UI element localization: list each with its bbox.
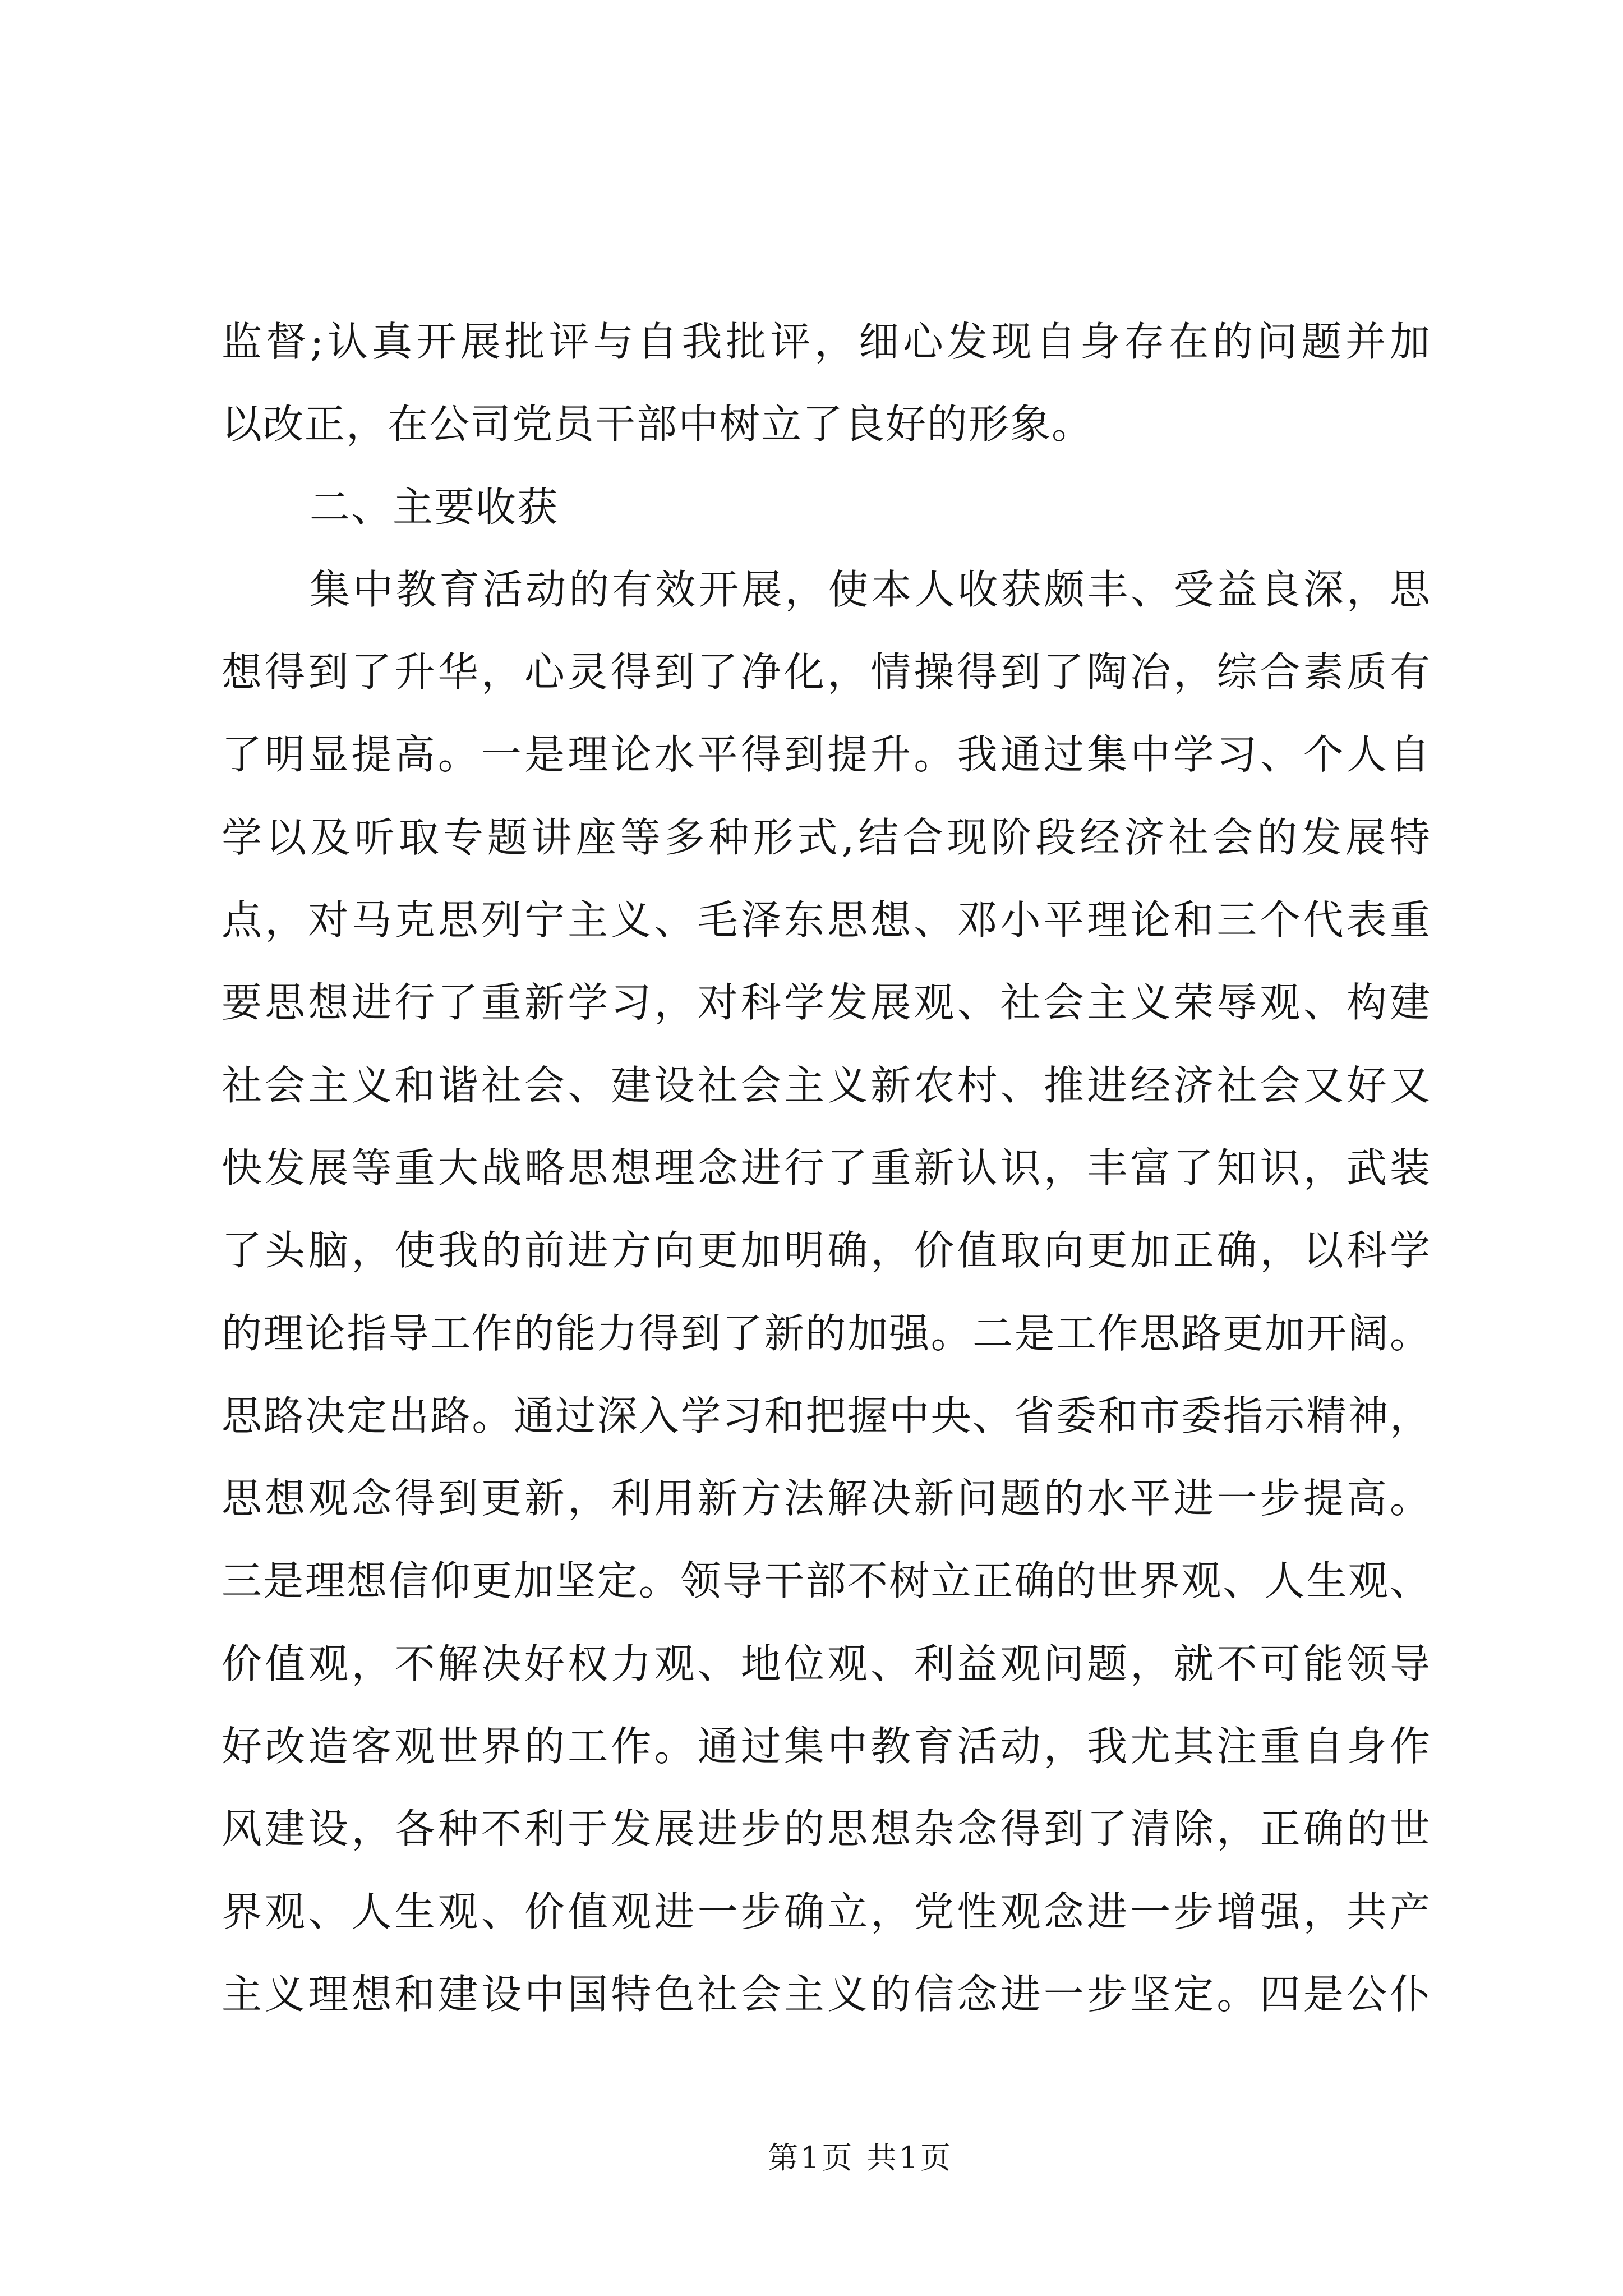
paragraph-continued [222, 301, 1431, 466]
text-line: 主义理想和建设中国特色社会主义的信念进一步坚定。四是公仆 [222, 1970, 1431, 2018]
text-line: 监督;认真开展批评与自我批评，细心发现自身存在的问题并加 [222, 318, 1431, 365]
text-line: 社会主义和谐社会、建设社会主义新农村、推进经济社会又好又 [222, 1061, 1431, 1109]
text-line: 思想观念得到更新，利用新方法解决新问题的水平进一步提高。 [222, 1475, 1431, 1522]
paragraph [222, 549, 1431, 2036]
section-heading [222, 466, 1431, 549]
text-line: 思路决定出路。通过深入学习和把握中央、省委和市委指示精神， [222, 1392, 1431, 1439]
text-line: 学以及听取专题讲座等多种形式,结合现阶段经济社会的发展特 [222, 813, 1431, 861]
text-line: 界观、人生观、价值观进一步确立，党性观念进一步增强，共产 [222, 1888, 1431, 1935]
text-line: 风建设，各种不利于发展进步的思想杂念得到了清除，正确的世 [222, 1805, 1431, 1853]
text-line: 要思想进行了重新学习，对科学发展观、社会主义荣辱观、构建 [222, 979, 1431, 1027]
text-line: 了头脑，使我的前进方向更加明确，价值取向更加正确，以科学 [222, 1227, 1431, 1274]
text-line: 快发展等重大战略思想理念进行了重新认识，丰富了知识，武装 [222, 1144, 1431, 1191]
text-line: 的理论指导工作的能力得到了新的加强。二是工作思路更加开阔。 [222, 1309, 1431, 1357]
page-footer: 第1页 共1页 [768, 2140, 953, 2175]
text-line: 点，对马克思列宁主义、毛泽东思想、邓小平理论和三个代表重 [222, 896, 1431, 944]
text-line: 以改正，在公司党员干部中树立了良好的形象。 [222, 401, 1094, 448]
text-line: 好改造客观世界的工作。通过集中教育活动，我尤其注重自身作 [222, 1723, 1431, 1770]
text-line: 想得到了升华，心灵得到了净化，情操得到了陶冶，综合素质有 [222, 648, 1431, 696]
document-body [222, 301, 1431, 2036]
text-line: 三是理想信仰更加坚定。领导干部不树立正确的世界观、人生观、 [222, 1557, 1431, 1605]
text-line: 了明显提高。一是理论水平得到提升。我通过集中学习、个人自 [222, 731, 1431, 779]
text-line: 集中教育活动的有效开展，使本人收获颇丰、受益良深，思 [310, 565, 1431, 613]
text-line: 价值观，不解决好权力观、地位观、利益观问题，就不可能领导 [222, 1640, 1431, 1687]
section-heading-text: 二、主要收获 [310, 483, 559, 531]
